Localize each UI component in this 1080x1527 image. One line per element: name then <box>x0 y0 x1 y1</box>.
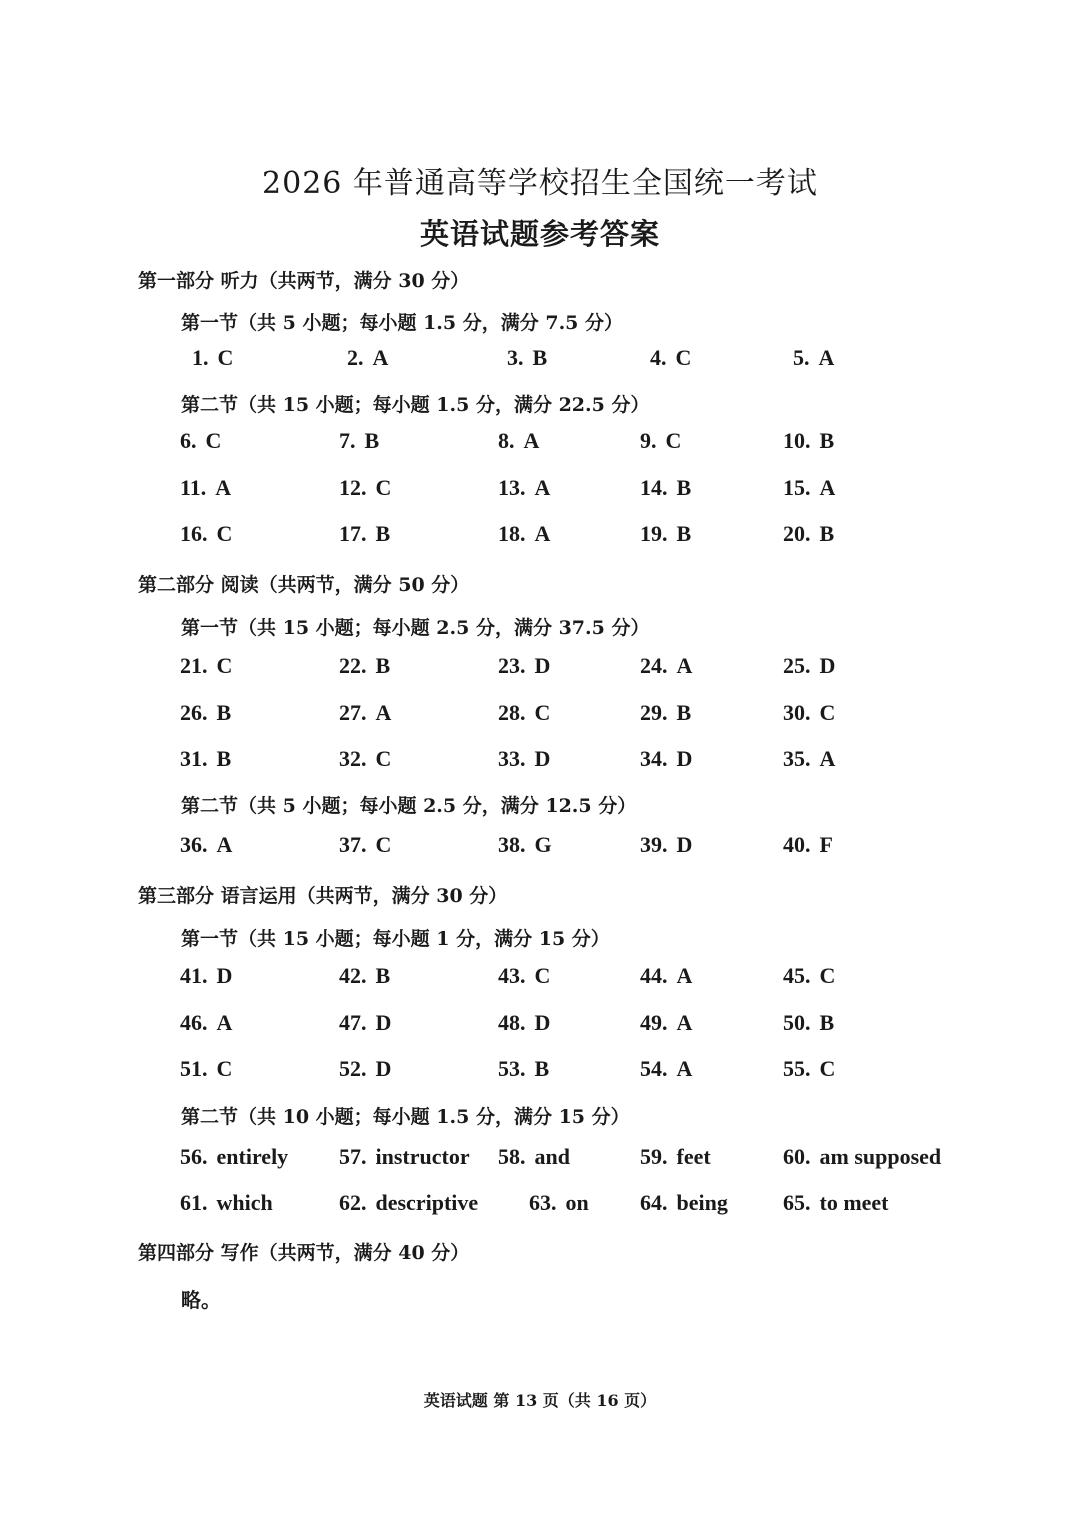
answer-value: B <box>375 521 391 546</box>
answer-value: A <box>676 1010 693 1035</box>
answer-row <box>0 832 1080 866</box>
question-number: 52. <box>339 1056 367 1081</box>
question-number: 19. <box>640 521 668 546</box>
answer-item <box>783 1144 941 1170</box>
part-2-section-1-heading: 第一节（共 15 小题；每小题 2.5 分，满分 37.5 分） <box>181 617 650 639</box>
question-number: 21. <box>180 653 208 678</box>
question-number: 10. <box>783 428 811 453</box>
answer-value: entirely <box>216 1144 289 1169</box>
answer-item <box>640 1144 711 1170</box>
question-number: 65. <box>783 1190 811 1215</box>
answer-value: A <box>534 475 551 500</box>
answer-item <box>180 1144 288 1170</box>
question-number: 40. <box>783 832 811 857</box>
answer-item <box>640 1010 692 1036</box>
answer-item <box>640 832 692 858</box>
answer-row <box>0 1010 1080 1044</box>
question-number: 63. <box>529 1190 557 1215</box>
answer-value: A <box>523 428 540 453</box>
answer-item <box>783 1056 835 1082</box>
answer-item <box>180 428 221 454</box>
part-1-heading: 第一部分 听力（共两节，满分 30 分） <box>138 270 470 292</box>
answer-value: C <box>819 963 836 988</box>
answer-item <box>498 428 539 454</box>
question-number: 47. <box>339 1010 367 1035</box>
answer-item <box>783 1190 889 1216</box>
answer-item <box>498 1056 549 1082</box>
question-number: 8. <box>498 428 515 453</box>
question-number: 51. <box>180 1056 208 1081</box>
answer-item <box>339 1144 470 1170</box>
answer-row <box>0 428 1080 462</box>
answer-value: A <box>215 475 232 500</box>
question-number: 4. <box>650 345 667 370</box>
answer-item <box>339 521 390 547</box>
answer-row <box>0 1190 1080 1224</box>
answer-value: G <box>534 832 552 857</box>
answer-item <box>498 832 552 858</box>
exam-title: 2026 年普通高等学校招生全国统一考试 <box>262 166 818 201</box>
answer-value: D <box>676 832 693 857</box>
answer-value: A <box>216 1010 233 1035</box>
answer-value: B <box>676 475 692 500</box>
answer-value: D <box>819 653 836 678</box>
answer-item <box>192 345 233 371</box>
part-4-heading: 第四部分 写作（共两节，满分 40 分） <box>138 1242 470 1264</box>
answer-value: A <box>676 963 693 988</box>
question-number: 11. <box>180 475 207 500</box>
question-number: 33. <box>498 746 526 771</box>
question-number: 35. <box>783 746 811 771</box>
question-number: 7. <box>339 428 356 453</box>
answer-item <box>339 475 391 501</box>
question-number: 61. <box>180 1190 208 1215</box>
answer-item <box>498 746 550 772</box>
question-number: 30. <box>783 700 811 725</box>
answer-value: C <box>375 746 392 771</box>
answer-item <box>347 345 388 371</box>
answer-item <box>640 428 681 454</box>
question-number: 12. <box>339 475 367 500</box>
answer-value: B <box>216 700 232 725</box>
answer-row <box>0 345 1080 379</box>
answer-item <box>793 345 834 371</box>
answer-item <box>339 1190 478 1216</box>
answer-value: A <box>372 345 389 370</box>
answer-value: B <box>676 700 692 725</box>
exam-subtitle: 英语试题参考答案 <box>419 217 660 251</box>
answer-item <box>650 345 691 371</box>
question-number: 20. <box>783 521 811 546</box>
question-number: 29. <box>640 700 668 725</box>
answer-item <box>640 653 692 679</box>
answer-value: D <box>534 746 551 771</box>
answer-value: C <box>216 521 233 546</box>
answer-value: descriptive <box>375 1190 479 1215</box>
question-number: 34. <box>640 746 668 771</box>
answer-item <box>339 746 391 772</box>
answer-item <box>339 832 391 858</box>
answer-value: being <box>676 1190 728 1215</box>
answer-value: instructor <box>375 1144 470 1169</box>
question-number: 23. <box>498 653 526 678</box>
answer-item <box>498 700 550 726</box>
answer-item <box>640 521 691 547</box>
answer-item <box>339 653 390 679</box>
question-number: 57. <box>339 1144 367 1169</box>
question-number: 60. <box>783 1144 811 1169</box>
answer-item <box>783 700 835 726</box>
answer-item <box>640 1190 728 1216</box>
answer-value: C <box>375 832 392 857</box>
question-number: 59. <box>640 1144 668 1169</box>
answer-value: C <box>216 1056 233 1081</box>
part-3-section-2-heading: 第二节（共 10 小题；每小题 1.5 分，满分 15 分） <box>181 1106 630 1128</box>
answer-item <box>180 963 232 989</box>
answer-value: C <box>217 345 234 370</box>
answer-value: B <box>534 1056 550 1081</box>
answer-value: C <box>819 700 836 725</box>
answer-item <box>180 653 232 679</box>
answer-row <box>0 746 1080 780</box>
answer-value: to meet <box>819 1190 889 1215</box>
answer-item <box>640 475 691 501</box>
answer-item <box>339 700 391 726</box>
answer-item <box>783 653 835 679</box>
answer-row <box>0 963 1080 997</box>
question-number: 62. <box>339 1190 367 1215</box>
part-3-heading: 第三部分 语言运用（共两节，满分 30 分） <box>138 885 508 907</box>
answer-item <box>640 746 692 772</box>
answer-item <box>180 746 231 772</box>
answer-row <box>0 700 1080 734</box>
answer-value: which <box>216 1190 273 1215</box>
question-number: 1. <box>192 345 209 370</box>
part-2-heading: 第二部分 阅读（共两节，满分 50 分） <box>138 574 470 596</box>
answer-item <box>783 832 833 858</box>
question-number: 15. <box>783 475 811 500</box>
answer-value: F <box>819 832 833 857</box>
answer-item <box>783 428 834 454</box>
question-number: 27. <box>339 700 367 725</box>
answer-item <box>339 1010 391 1036</box>
question-number: 14. <box>640 475 668 500</box>
answer-row <box>0 1144 1080 1178</box>
answer-value: C <box>216 653 233 678</box>
answer-value: C <box>534 963 551 988</box>
answer-value: B <box>676 521 692 546</box>
answer-value: A <box>676 1056 693 1081</box>
answer-item <box>529 1190 589 1216</box>
question-number: 44. <box>640 963 668 988</box>
answer-value: B <box>819 521 835 546</box>
question-number: 42. <box>339 963 367 988</box>
question-number: 58. <box>498 1144 526 1169</box>
answer-value: D <box>216 963 233 988</box>
question-number: 24. <box>640 653 668 678</box>
answer-item <box>783 963 835 989</box>
question-number: 3. <box>507 345 524 370</box>
answer-value: B <box>375 653 391 678</box>
answer-value: B <box>364 428 380 453</box>
answer-value: on <box>565 1190 589 1215</box>
question-number: 2. <box>347 345 364 370</box>
answer-item <box>498 653 550 679</box>
answer-value: A <box>819 746 836 771</box>
question-number: 16. <box>180 521 208 546</box>
answer-item <box>339 428 379 454</box>
answer-item <box>507 345 547 371</box>
answer-item <box>498 475 550 501</box>
answer-value: D <box>375 1056 392 1081</box>
answer-item <box>498 1010 550 1036</box>
answer-value: A <box>216 832 233 857</box>
writing-answer-note: 略。 <box>181 1288 221 1312</box>
answer-item <box>180 832 232 858</box>
question-number: 18. <box>498 521 526 546</box>
answer-value: C <box>375 475 392 500</box>
answer-value: C <box>819 1056 836 1081</box>
question-number: 22. <box>339 653 367 678</box>
answer-value: B <box>819 1010 835 1035</box>
answer-item <box>180 1056 232 1082</box>
answer-value: B <box>532 345 548 370</box>
answer-item <box>640 963 692 989</box>
answer-value: C <box>534 700 551 725</box>
answer-item <box>339 963 390 989</box>
question-number: 39. <box>640 832 668 857</box>
answer-value: A <box>818 345 835 370</box>
question-number: 9. <box>640 428 657 453</box>
answer-value: C <box>675 345 692 370</box>
answer-item <box>498 963 550 989</box>
question-number: 50. <box>783 1010 811 1035</box>
part-1-section-2-heading: 第二节（共 15 小题；每小题 1.5 分，满分 22.5 分） <box>181 394 650 416</box>
question-number: 49. <box>640 1010 668 1035</box>
question-number: 45. <box>783 963 811 988</box>
question-number: 17. <box>339 521 367 546</box>
question-number: 43. <box>498 963 526 988</box>
answer-item <box>783 746 835 772</box>
answer-item <box>180 1010 232 1036</box>
question-number: 26. <box>180 700 208 725</box>
answer-value: A <box>819 475 836 500</box>
question-number: 36. <box>180 832 208 857</box>
answer-item <box>180 1190 273 1216</box>
answer-value: A <box>375 700 392 725</box>
part-2-section-2-heading: 第二节（共 5 小题；每小题 2.5 分，满分 12.5 分） <box>181 795 637 817</box>
answer-item <box>339 1056 391 1082</box>
answer-item <box>640 1056 692 1082</box>
answer-item <box>783 521 834 547</box>
answer-value: D <box>375 1010 392 1035</box>
answer-value: D <box>534 653 551 678</box>
question-number: 38. <box>498 832 526 857</box>
question-number: 54. <box>640 1056 668 1081</box>
question-number: 55. <box>783 1056 811 1081</box>
answer-value: B <box>819 428 835 453</box>
answer-value: B <box>375 963 391 988</box>
question-number: 32. <box>339 746 367 771</box>
question-number: 13. <box>498 475 526 500</box>
part-1-section-1-heading: 第一节（共 5 小题；每小题 1.5 分，满分 7.5 分） <box>181 312 624 334</box>
answer-item <box>640 700 691 726</box>
answer-item <box>498 1144 570 1170</box>
answer-value: B <box>216 746 232 771</box>
question-number: 6. <box>180 428 197 453</box>
answer-item <box>180 700 231 726</box>
question-number: 41. <box>180 963 208 988</box>
question-number: 37. <box>339 832 367 857</box>
question-number: 46. <box>180 1010 208 1035</box>
answer-item <box>783 1010 834 1036</box>
question-number: 25. <box>783 653 811 678</box>
question-number: 5. <box>793 345 810 370</box>
question-number: 56. <box>180 1144 208 1169</box>
answer-row <box>0 521 1080 555</box>
question-number: 53. <box>498 1056 526 1081</box>
answer-value: A <box>534 521 551 546</box>
answer-item <box>180 475 231 501</box>
answer-value: A <box>676 653 693 678</box>
answer-item <box>498 521 550 547</box>
question-number: 64. <box>640 1190 668 1215</box>
answer-row <box>0 653 1080 687</box>
answer-row <box>0 475 1080 509</box>
answer-value: am supposed <box>819 1144 942 1169</box>
answer-value: C <box>665 428 682 453</box>
answer-value: and <box>534 1144 570 1169</box>
page-footer: 英语试题 第 13 页（共 16 页） <box>423 1391 657 1410</box>
question-number: 48. <box>498 1010 526 1035</box>
answer-item <box>783 475 835 501</box>
answer-row <box>0 1056 1080 1090</box>
part-3-section-1-heading: 第一节（共 15 小题；每小题 1 分，满分 15 分） <box>181 928 610 950</box>
answer-value: D <box>676 746 693 771</box>
question-number: 28. <box>498 700 526 725</box>
question-number: 31. <box>180 746 208 771</box>
answer-value: D <box>534 1010 551 1035</box>
answer-value: feet <box>676 1144 711 1169</box>
answer-item <box>180 521 232 547</box>
answer-value: C <box>205 428 222 453</box>
